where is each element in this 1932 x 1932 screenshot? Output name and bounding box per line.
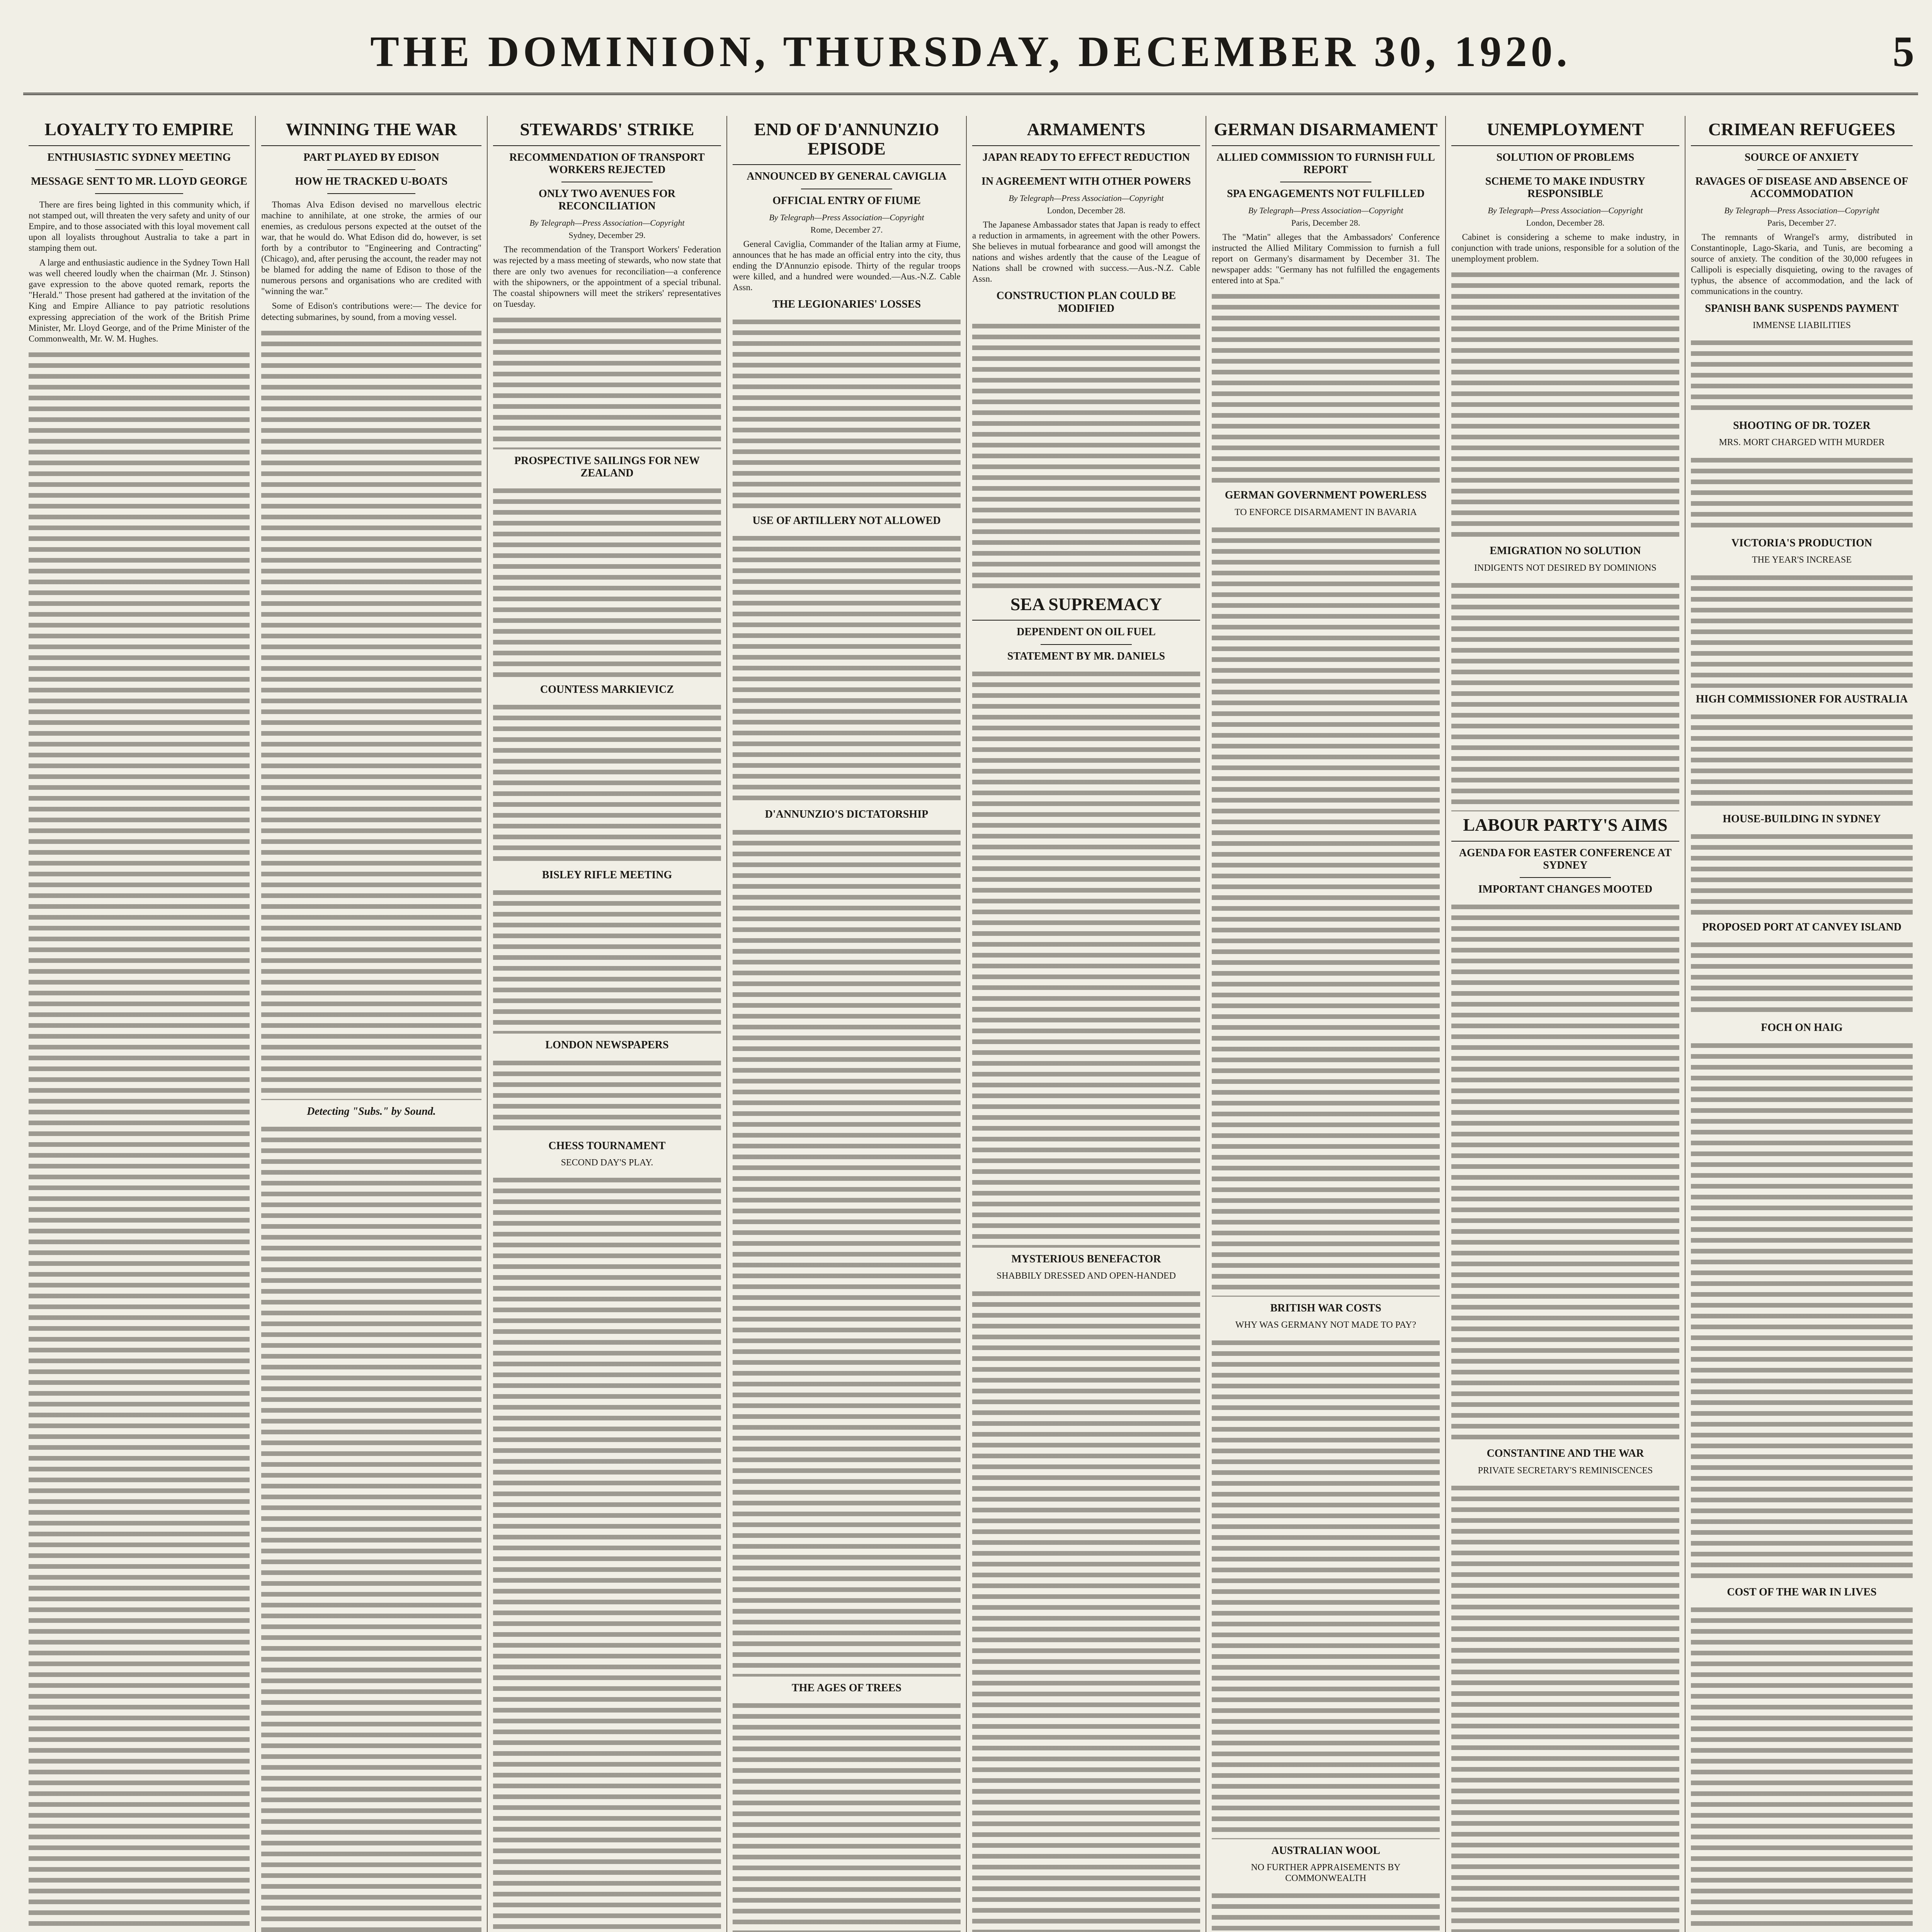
- subhead-winning: PART PLAYED BY EDISON: [303, 151, 439, 163]
- column-winning: [255, 116, 487, 1932]
- text-body-continued: [493, 485, 721, 678]
- section-heading: THE AGES OF TREES: [792, 1682, 901, 1694]
- section-subhead: PRIVATE SECRETARY'S REMINISCENCES: [1478, 1465, 1653, 1476]
- subhead2-stewards: ONLY TWO AVENUES FOR RECONCILIATION: [539, 188, 675, 213]
- text-body-continued: [1691, 1040, 1913, 1581]
- subhead2-crimean: RAVAGES OF DISEASE AND ABSENCE OF ACCOMMODATION: [1695, 175, 1908, 200]
- section-subhead: AGENDA FOR EASTER CONFERENCE AT SYDNEY: [1459, 847, 1672, 872]
- column-armaments: [966, 116, 1206, 1932]
- byline: By Telegraph—Press Association—Copyright: [1248, 206, 1403, 216]
- text-body-continued: [972, 320, 1200, 591]
- section-headline: SEA SUPREMACY: [972, 595, 1200, 621]
- text-body-continued: [1691, 711, 1913, 808]
- dateline: London, December 28.: [1526, 218, 1605, 228]
- section-heading: PROPOSED PORT AT CANVEY ISLAND: [1702, 921, 1902, 934]
- subhead-unemployment: SOLUTION OF PROBLEMS: [1496, 151, 1634, 163]
- subhead-german: ALLIED COMMISSION TO FURNISH FULL REPORT: [1216, 151, 1435, 176]
- divider: [1757, 169, 1846, 170]
- text-body-continued: [1212, 291, 1440, 484]
- text-body-continued: [1212, 524, 1440, 1297]
- section-subhead: IMPORTANT CHANGES MOOTED: [1478, 883, 1653, 896]
- paragraph: Cabinet is considering a scheme to make industry, in conjunction with trade unions, responsible for a solution of the unemployment problem.: [1451, 232, 1679, 264]
- section-heading: CONSTRUCTION PLAN COULD BE MODIFIED: [996, 290, 1176, 315]
- paragraph: There are fires being lighted in this community which, if not stamped out, will threaten the very safety and unity of our Empire, and to those associated with this loyal movement call upon all loyalists throughout Australia to take a part in stamping them out.: [29, 200, 250, 253]
- section-heading: CHESS TOURNAMENT: [548, 1139, 666, 1152]
- section-heading: FOCH ON HAIG: [1761, 1022, 1843, 1034]
- byline: By Telegraph—Press Association—Copyright: [529, 218, 685, 228]
- section-heading: USE OF ARTILLERY NOT ALLOWED: [752, 515, 941, 527]
- paragraph: General Caviglia, Commander of the Italian army at Fiume, announces that he has made an official entry into the city, thus ending the D'Annunzio episode. Thirty of the regular troops were killed, and a hundred were wounded.—Aus.-N.Z. Cable Assn.: [733, 239, 961, 292]
- section-headline: LABOUR PARTY'S AIMS: [1451, 815, 1679, 842]
- paragraph: The recommendation of the Transport Workers' Federation was rejected by a mass meeting of stewards, who now state that there are only two avenues for reconciliation—a conference with the shipowners, or the appointment of a special tribunal. The coastal shipowners will meet the strikers' representatives on Tuesday.: [493, 245, 721, 309]
- text-body-continued: [733, 532, 961, 803]
- section-heading: MYSTERIOUS BENEFACTOR: [1011, 1253, 1161, 1265]
- section-heading: Detecting "Subs." by Sound.: [307, 1105, 436, 1117]
- section-heading: SHOOTING OF DR. TOZER: [1733, 420, 1871, 432]
- headline-stewards: STEWARDS' STRIKE: [493, 120, 721, 146]
- subhead-loyalty: ENTHUSIASTIC SYDNEY MEETING: [47, 151, 231, 163]
- masthead-title: THE DOMINION, THURSDAY, DECEMBER 30, 1920.: [370, 28, 1571, 76]
- paragraph: The "Matin" alleges that the Ambassadors' Conference instructed the Allied Military Commission to furnish a full report on Germany's disarmament by December 31. The newspaper adds: "Germany has not fulfilled the engagements entered into at Spa.": [1212, 232, 1440, 286]
- byline: By Telegraph—Press Association—Copyright: [1009, 193, 1164, 203]
- text-body-continued: [733, 316, 961, 509]
- headline-dannunzio: END OF D'ANNUNZIO EPISODE: [733, 120, 961, 165]
- section-subhead: DEPENDENT ON OIL FUEL: [1017, 626, 1156, 638]
- byline: By Telegraph—Press Association—Copyright: [1488, 206, 1643, 216]
- section-heading: SPANISH BANK SUSPENDS PAYMENT: [1705, 302, 1899, 315]
- column-german: [1206, 116, 1445, 1932]
- section-heading: GERMAN GOVERNMENT POWERLESS: [1225, 489, 1427, 502]
- paragraph: A large and enthusiastic audience in the Sydney Town Hall was well cheered loudly when the chairman (Mr. J. Stinson) gave expression to the above quoted remark, reports the "Herald." Those present had gathered at the invitation of the King and Empire Alliance to pay patriotic resolutions expressing appreciation of the work of the British Prime Minister, Mr. Lloyd George, and of the Prime Minister of the Commonwealth, Mr. W. M. Hughes.: [29, 258, 250, 344]
- subhead2-dannunzio: OFFICIAL ENTRY OF FIUME: [772, 194, 921, 207]
- column-unemployment: [1445, 116, 1685, 1932]
- text-body-continued: [1691, 939, 1913, 1016]
- text-body-continued: [1691, 1604, 1913, 1932]
- section-heading: CONSTANTINE AND THE WAR: [1486, 1447, 1644, 1460]
- text-body-continued: [1691, 454, 1913, 532]
- page-number: 5: [1893, 28, 1914, 76]
- headline-german: GERMAN DISARMAMENT: [1212, 120, 1440, 146]
- text-body-continued: [1691, 831, 1913, 916]
- text-body-continued: [972, 668, 1200, 1248]
- subhead-stewards: RECOMMENDATION OF TRANSPORT WORKERS REJECTED: [509, 151, 705, 176]
- text-body-continued: [1451, 580, 1679, 811]
- dateline: Rome, December 27.: [810, 224, 883, 235]
- section-heading: VICTORIA'S PRODUCTION: [1731, 537, 1872, 549]
- divider: [95, 169, 184, 170]
- masthead-rule: [23, 93, 1918, 95]
- divider: [1041, 169, 1132, 170]
- section-heading: BISLEY RIFLE MEETING: [542, 869, 672, 881]
- section-subhead: INDIGENTS NOT DESIRED BY DOMINIONS: [1474, 563, 1656, 573]
- section-heading: LONDON NEWSPAPERS: [545, 1039, 669, 1051]
- dateline: Paris, December 28.: [1291, 218, 1361, 228]
- text-body-continued: [1212, 1890, 1440, 1932]
- byline: By Telegraph—Press Association—Copyright: [769, 212, 924, 222]
- subhead2-loyalty: MESSAGE SENT TO MR. LLOYD GEORGE: [31, 175, 248, 187]
- text-body-continued: [29, 349, 250, 1932]
- subhead2-german: SPA ENGAGEMENTS NOT FULFILLED: [1227, 188, 1425, 200]
- divider: [327, 169, 415, 170]
- section-heading: COST OF THE WAR IN LIVES: [1727, 1586, 1877, 1598]
- text-body-continued: [733, 827, 961, 1677]
- divider: [1520, 877, 1611, 878]
- section-subhead: TO ENFORCE DISARMAMENT IN BAVARIA: [1235, 507, 1417, 517]
- text-body-continued: [1212, 1337, 1440, 1839]
- text-body-continued: [261, 1123, 481, 1932]
- section-subhead: NO FURTHER APPRAISEMENTS BY COMMONWEALTH: [1251, 1862, 1401, 1883]
- subhead-crimean: SOURCE OF ANXIETY: [1744, 151, 1859, 163]
- subhead-dannunzio: ANNOUNCED BY GENERAL CAVIGLIA: [747, 170, 947, 183]
- text-body-continued: [1451, 269, 1679, 539]
- paragraph: The remnants of Wrangel's army, distributed in Constantinople, Lago-Skaria, and Tunis, are becoming a source of anxiety. The condition of the 30,000 refugees in Callipoli is especially disquieting, owing to the ravages of typhus, the absence of accommodation, and the lack of communications in the country.: [1691, 232, 1913, 296]
- headline-loyalty: LOYALTY TO EMPIRE: [29, 120, 250, 146]
- dateline: London, December 28.: [1047, 206, 1126, 216]
- headline-winning: WINNING THE WAR: [261, 120, 481, 146]
- paragraph: Thomas Alva Edison devised no marvellous electric machine to annihilate, at one stroke, the armies of our enemies, as credulous persons expected at the outset of the war, that he would do. What Edison did do, however, is set forth by a contributor to "Engineering and Contracting" (Chicago), and, after perusing the account, the reader may not be blamed for adding the name of Edison to those of the numerous persons and organisations who are credited with "winning the war.": [261, 200, 481, 296]
- divider: [95, 193, 184, 194]
- dateline: Sydney, December 29.: [568, 230, 646, 240]
- section-subhead: STATEMENT BY MR. DANIELS: [1007, 650, 1165, 662]
- subhead2-unemployment: SCHEME TO MAKE INDUSTRY RESPONSIBLE: [1485, 175, 1646, 200]
- column-stewards: [487, 116, 726, 1932]
- byline: By Telegraph—Press Association—Copyright: [1724, 206, 1879, 216]
- text-body-continued: [493, 887, 721, 1034]
- paragraph: The Japanese Ambassador states that Japan is ready to effect a reduction in armaments, in agreement with the other Powers. She believes in mutual forbearance and good will amongst the nations and wishes ardently that the cause of the League of Nations shall be crowned with success.—Aus.-N.Z. Cable Assn.: [972, 220, 1200, 284]
- section-heading: PROSPECTIVE SAILINGS FOR NEW ZEALAND: [514, 454, 700, 479]
- column-dannunzio: [726, 116, 966, 1932]
- text-body-continued: [261, 327, 481, 1100]
- section-subhead: WHY WAS GERMANY NOT MADE TO PAY?: [1235, 1320, 1417, 1330]
- column-crimean: [1685, 116, 1918, 1932]
- section-subhead: MRS. MORT CHARGED WITH MURDER: [1719, 437, 1885, 448]
- section-heading: D'ANNUNZIO'S DICTATORSHIP: [765, 808, 929, 821]
- divider: [1041, 644, 1132, 645]
- divider: [1520, 169, 1611, 170]
- headline-crimean: CRIMEAN REFUGEES: [1691, 120, 1913, 146]
- section-subhead: THE YEAR'S INCREASE: [1752, 555, 1852, 565]
- dateline: Paris, December 27.: [1767, 218, 1837, 228]
- text-body-continued: [1451, 1482, 1679, 1932]
- subhead2-armaments: IN AGREEMENT WITH OTHER POWERS: [981, 175, 1191, 187]
- text-body-continued: [493, 1174, 721, 1932]
- paragraph: Some of Edison's contributions were:— The device for detecting submarines, by sound, from a moving vessel.: [261, 301, 481, 322]
- headline-unemployment: UNEMPLOYMENT: [1451, 120, 1679, 146]
- text-body-continued: [493, 1057, 721, 1134]
- section-heading: HOUSE-BUILDING IN SYDNEY: [1723, 813, 1881, 825]
- section-subhead: IMMENSE LIABILITIES: [1753, 320, 1851, 330]
- text-body-continued: [972, 1288, 1200, 1932]
- section-heading: AUSTRALIAN WOOL: [1271, 1845, 1380, 1857]
- section-heading: HIGH COMMISSIONER FOR AUSTRALIA: [1696, 693, 1908, 705]
- text-body-continued: [493, 701, 721, 864]
- divider: [327, 193, 415, 194]
- section-heading: BRITISH WAR COSTS: [1270, 1302, 1381, 1315]
- masthead: [23, 15, 1918, 112]
- subhead2-winning: HOW HE TRACKED U-BOATS: [295, 175, 448, 187]
- text-body-continued: [733, 1700, 961, 1932]
- text-body-continued: [1451, 901, 1679, 1442]
- section-subhead: SECOND DAY'S PLAY.: [561, 1157, 653, 1168]
- text-body-continued: [1691, 337, 1913, 414]
- text-body-continued: [1691, 572, 1913, 688]
- column-loyalty: [23, 116, 255, 1932]
- subhead-armaments: JAPAN READY TO EFFECT REDUCTION: [982, 151, 1190, 163]
- headline-armaments: ARMAMENTS: [972, 120, 1200, 146]
- text-body-continued: [493, 314, 721, 449]
- section-heading: EMIGRATION NO SOLUTION: [1490, 545, 1641, 557]
- section-heading: COUNTESS MARKIEVICZ: [540, 684, 674, 696]
- section-heading: THE LEGIONARIES' LOSSES: [772, 298, 921, 310]
- section-subhead: SHABBILY DRESSED AND OPEN-HANDED: [996, 1270, 1176, 1281]
